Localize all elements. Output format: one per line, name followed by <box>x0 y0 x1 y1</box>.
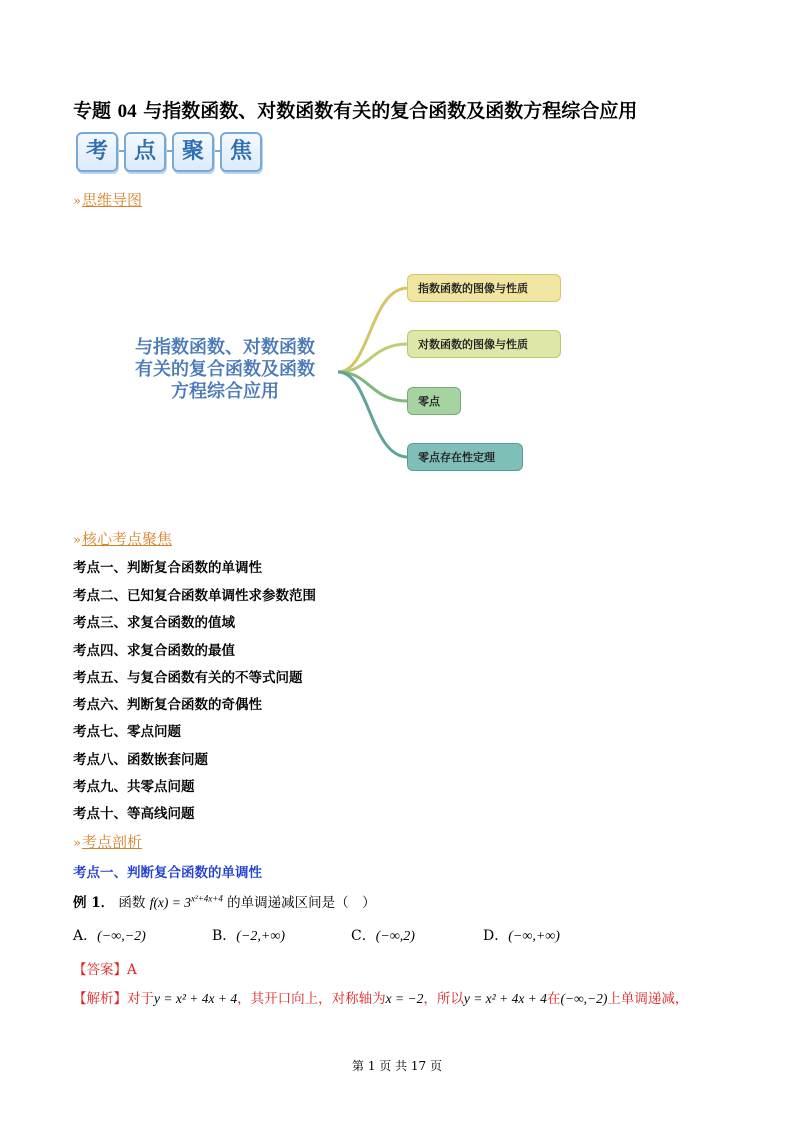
title-number: 04 <box>117 101 137 122</box>
chevron-icon: » <box>73 533 78 548</box>
kaodian-item: 考点四、求复合函数的最值 <box>73 643 235 659</box>
badge-ju: 聚 <box>172 132 214 172</box>
solution-math: x = −2 <box>385 991 424 1006</box>
kaodian-item: 考点七、零点问题 <box>73 724 181 740</box>
solution-math: y = x² + 4x + 4 <box>463 991 547 1006</box>
mindmap-center-line-2: 有关的复合函数及函数 <box>135 359 315 380</box>
solution-text: 在 <box>546 991 561 1007</box>
example-1 <box>73 891 376 911</box>
answer-value: A <box>127 962 137 978</box>
example-exponent: x²+4x+4 <box>191 893 223 904</box>
option-label: C． <box>351 928 376 944</box>
kaodian-item: 考点十、等高线问题 <box>73 806 195 822</box>
solution-tag: 【解析】 <box>73 991 127 1007</box>
solution-text: ，所以 <box>423 991 464 1007</box>
section-mindmap-label: 思维导图 <box>81 191 142 209</box>
option-label: A． <box>73 928 98 944</box>
option-c <box>351 925 415 945</box>
answer-line <box>73 958 137 978</box>
title-prefix: 专题 <box>73 100 112 122</box>
page-footer: 第 1 页 共 17 页 <box>352 1059 442 1073</box>
kaodian-item: 考点一、判断复合函数的单调性 <box>73 560 262 576</box>
chevron-icon: » <box>73 836 78 851</box>
example-formula: f(x) = 3 <box>149 895 192 910</box>
example-post: 的单调递减区间是（ ） <box>227 895 376 911</box>
branch-1 <box>338 288 408 372</box>
analysis-heading: 考点一、判断复合函数的单调性 <box>73 865 262 881</box>
option-d <box>483 925 560 945</box>
option-value: (−∞,−2) <box>97 929 146 944</box>
option-b <box>212 925 285 945</box>
kaodian-item: 考点六、判断复合函数的奇偶性 <box>73 697 262 713</box>
solution-math: y = x² + 4x + 4 <box>154 991 238 1006</box>
mindmap-node-theorem: 零点存在性定理 <box>407 443 523 471</box>
option-value: (−∞,+∞) <box>508 929 560 944</box>
mindmap-center <box>118 337 332 403</box>
option-value: (−∞,2) <box>375 929 415 944</box>
section-core-label: 核心考点聚焦 <box>81 530 172 548</box>
kaodian-item: 考点三、求复合函数的值域 <box>73 615 235 631</box>
solution-text: ，其开口向上，对称轴为 <box>237 991 386 1007</box>
page-title <box>73 96 637 123</box>
chevron-icon: » <box>73 194 78 209</box>
option-a <box>73 925 146 945</box>
badge-dian: 点 <box>124 132 166 172</box>
solution-text: 对于 <box>127 991 154 1007</box>
kaodian-item: 考点八、函数嵌套问题 <box>73 752 208 768</box>
solution-line <box>73 987 688 1007</box>
section-analysis-label: 考点剖析 <box>81 833 142 851</box>
focus-badges <box>76 130 266 170</box>
option-label: B． <box>212 928 237 944</box>
option-label: D． <box>483 928 509 944</box>
branch-4 <box>338 372 408 457</box>
answer-tag: 【答案】 <box>73 962 127 978</box>
kaodian-item: 考点二、已知复合函数单调性求参数范围 <box>73 588 316 604</box>
title-text: 与指数函数、对数函数有关的复合函数及函数方程综合应用 <box>143 100 638 122</box>
solution-math: (−∞,−2) <box>560 991 608 1006</box>
mindmap-center-line-3: 方程综合应用 <box>171 381 279 402</box>
kaodian-item: 考点九、共零点问题 <box>73 779 195 795</box>
mindmap-center-line-1: 与指数函数、对数函数 <box>135 337 315 358</box>
badge-jiao: 焦 <box>220 132 262 172</box>
mindmap-node-exp: 指数函数的图像与性质 <box>407 274 561 302</box>
solution-text: 上单调递减， <box>607 991 689 1007</box>
badge-kao: 考 <box>76 132 118 172</box>
section-analysis <box>73 831 142 852</box>
option-value: (−2,+∞) <box>236 929 285 944</box>
mindmap-node-log: 对数函数的图像与性质 <box>407 330 561 358</box>
section-core <box>73 528 172 549</box>
example-label: 例 1． <box>73 895 115 911</box>
kaodian-item: 考点五、与复合函数有关的不等式问题 <box>73 670 303 686</box>
mindmap-node-zero: 零点 <box>407 387 461 415</box>
example-pre: 函数 <box>118 895 146 911</box>
section-mindmap <box>73 189 142 210</box>
